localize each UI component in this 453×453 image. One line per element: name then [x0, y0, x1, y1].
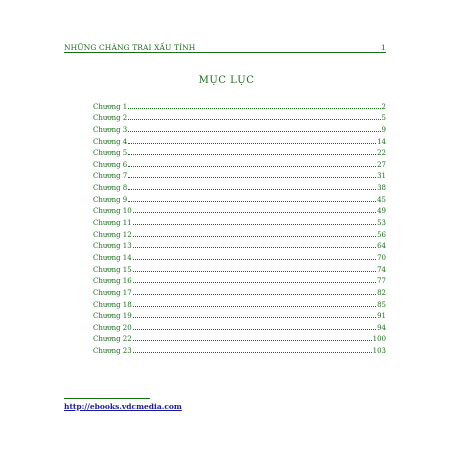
- toc-entry-label: Chương 20: [93, 323, 132, 332]
- toc-entry-label: Chương 1: [93, 102, 128, 111]
- toc-leader-dots: [133, 340, 372, 341]
- toc-leader-dots: [128, 131, 380, 132]
- toc-leader-dots: [133, 236, 376, 237]
- toc-entry[interactable]: [93, 332, 386, 344]
- toc-leader-dots: [128, 119, 380, 120]
- toc-entry-label: Chương 9: [93, 195, 128, 204]
- toc-leader-dots: [128, 154, 376, 155]
- toc-entry-page: 77: [377, 277, 386, 286]
- toc-entry[interactable]: [93, 180, 386, 192]
- toc-entry-page: 38: [377, 184, 386, 193]
- toc-leader-dots: [128, 201, 376, 202]
- toc-entry[interactable]: [93, 297, 386, 309]
- toc-leader-dots: [128, 143, 376, 144]
- toc-entry-page: 56: [377, 230, 386, 239]
- toc-entry[interactable]: [93, 111, 386, 123]
- toc-entry-page: 45: [377, 195, 386, 204]
- toc-leader-dots: [133, 306, 376, 307]
- toc-entry-page: 5: [381, 114, 386, 123]
- toc-entry-page: 70: [377, 253, 386, 262]
- toc-entry[interactable]: [93, 227, 386, 239]
- page-number: 1: [381, 43, 386, 52]
- toc-entry-label: Chương 17: [93, 288, 132, 297]
- table-of-contents: [93, 99, 386, 355]
- toc-entry-page: 91: [377, 312, 386, 321]
- toc-entry-page: 103: [372, 347, 386, 356]
- toc-entry[interactable]: [93, 169, 386, 181]
- toc-leader-dots: [133, 224, 376, 225]
- toc-entry[interactable]: [93, 309, 386, 321]
- toc-entry-label: Chương 12: [93, 230, 132, 239]
- book-title: NHỮNG CHÀNG TRAI XẤU TÍNH: [64, 43, 196, 52]
- page-header: [64, 40, 386, 53]
- toc-entry[interactable]: [93, 239, 386, 251]
- toc-leader-dots: [128, 177, 376, 178]
- toc-entry-label: Chương 6: [93, 160, 128, 169]
- toc-leader-dots: [133, 271, 376, 272]
- toc-leader-dots: [133, 212, 376, 213]
- footer-link[interactable]: http://ebooks.vdcmedia.com: [64, 402, 182, 411]
- toc-leader-dots: [128, 108, 380, 109]
- toc-entry-label: Chương 22: [93, 335, 132, 344]
- toc-entry-page: 100: [372, 335, 386, 344]
- toc-entry-page: 53: [377, 219, 386, 228]
- toc-leader-dots: [133, 282, 376, 283]
- toc-entry[interactable]: [93, 320, 386, 332]
- toc-entry-page: 27: [377, 160, 386, 169]
- toc-entry[interactable]: [93, 274, 386, 286]
- toc-entry-label: Chương 18: [93, 300, 132, 309]
- toc-entry[interactable]: [93, 250, 386, 262]
- toc-entry-label: Chương 15: [93, 265, 132, 274]
- toc-leader-dots: [133, 247, 376, 248]
- toc-entry-page: 22: [377, 149, 386, 158]
- toc-entry[interactable]: [93, 204, 386, 216]
- toc-entry-label: Chương 10: [93, 207, 132, 216]
- toc-entry-label: Chương 14: [93, 253, 132, 262]
- toc-entry[interactable]: [93, 99, 386, 111]
- toc-title: MỤC LỤC: [198, 75, 255, 86]
- toc-entry[interactable]: [93, 122, 386, 134]
- toc-entry[interactable]: [93, 262, 386, 274]
- toc-entry[interactable]: [93, 146, 386, 158]
- toc-entry-label: Chương 3: [93, 125, 128, 134]
- toc-entry-page: 74: [377, 265, 386, 274]
- toc-leader-dots: [133, 317, 376, 318]
- toc-entry-page: 14: [377, 137, 386, 146]
- toc-entry[interactable]: [93, 157, 386, 169]
- toc-entry-label: Chương 19: [93, 312, 132, 321]
- toc-entry[interactable]: [93, 285, 386, 297]
- toc-leader-dots: [133, 352, 372, 353]
- toc-entry-label: Chương 11: [93, 219, 132, 228]
- toc-entry-page: 9: [381, 125, 386, 134]
- toc-entry-label: Chương 8: [93, 184, 128, 193]
- toc-entry-label: Chương 23: [93, 347, 132, 356]
- toc-leader-dots: [128, 166, 376, 167]
- toc-entry[interactable]: [93, 343, 386, 355]
- toc-entry-label: Chương 13: [93, 242, 132, 251]
- toc-entry-page: 85: [377, 300, 386, 309]
- toc-leader-dots: [133, 259, 376, 260]
- toc-leader-dots: [133, 294, 376, 295]
- toc-entry-label: Chương 5: [93, 149, 128, 158]
- toc-leader-dots: [128, 189, 376, 190]
- toc-entry-label: Chương 2: [93, 114, 128, 123]
- toc-entry[interactable]: [93, 192, 386, 204]
- toc-entry-page: 49: [377, 207, 386, 216]
- toc-entry-page: 82: [377, 288, 386, 297]
- toc-entry-label: Chương 7: [93, 172, 128, 181]
- toc-entry-page: 94: [377, 323, 386, 332]
- toc-entry[interactable]: [93, 134, 386, 146]
- toc-leader-dots: [133, 329, 376, 330]
- toc-entry-page: 2: [381, 102, 386, 111]
- toc-entry-page: 31: [377, 172, 386, 181]
- toc-entry-label: Chương 16: [93, 277, 132, 286]
- toc-entry-page: 64: [377, 242, 386, 251]
- footer-rule: [64, 398, 150, 399]
- toc-entry-label: Chương 4: [93, 137, 128, 146]
- toc-entry[interactable]: [93, 215, 386, 227]
